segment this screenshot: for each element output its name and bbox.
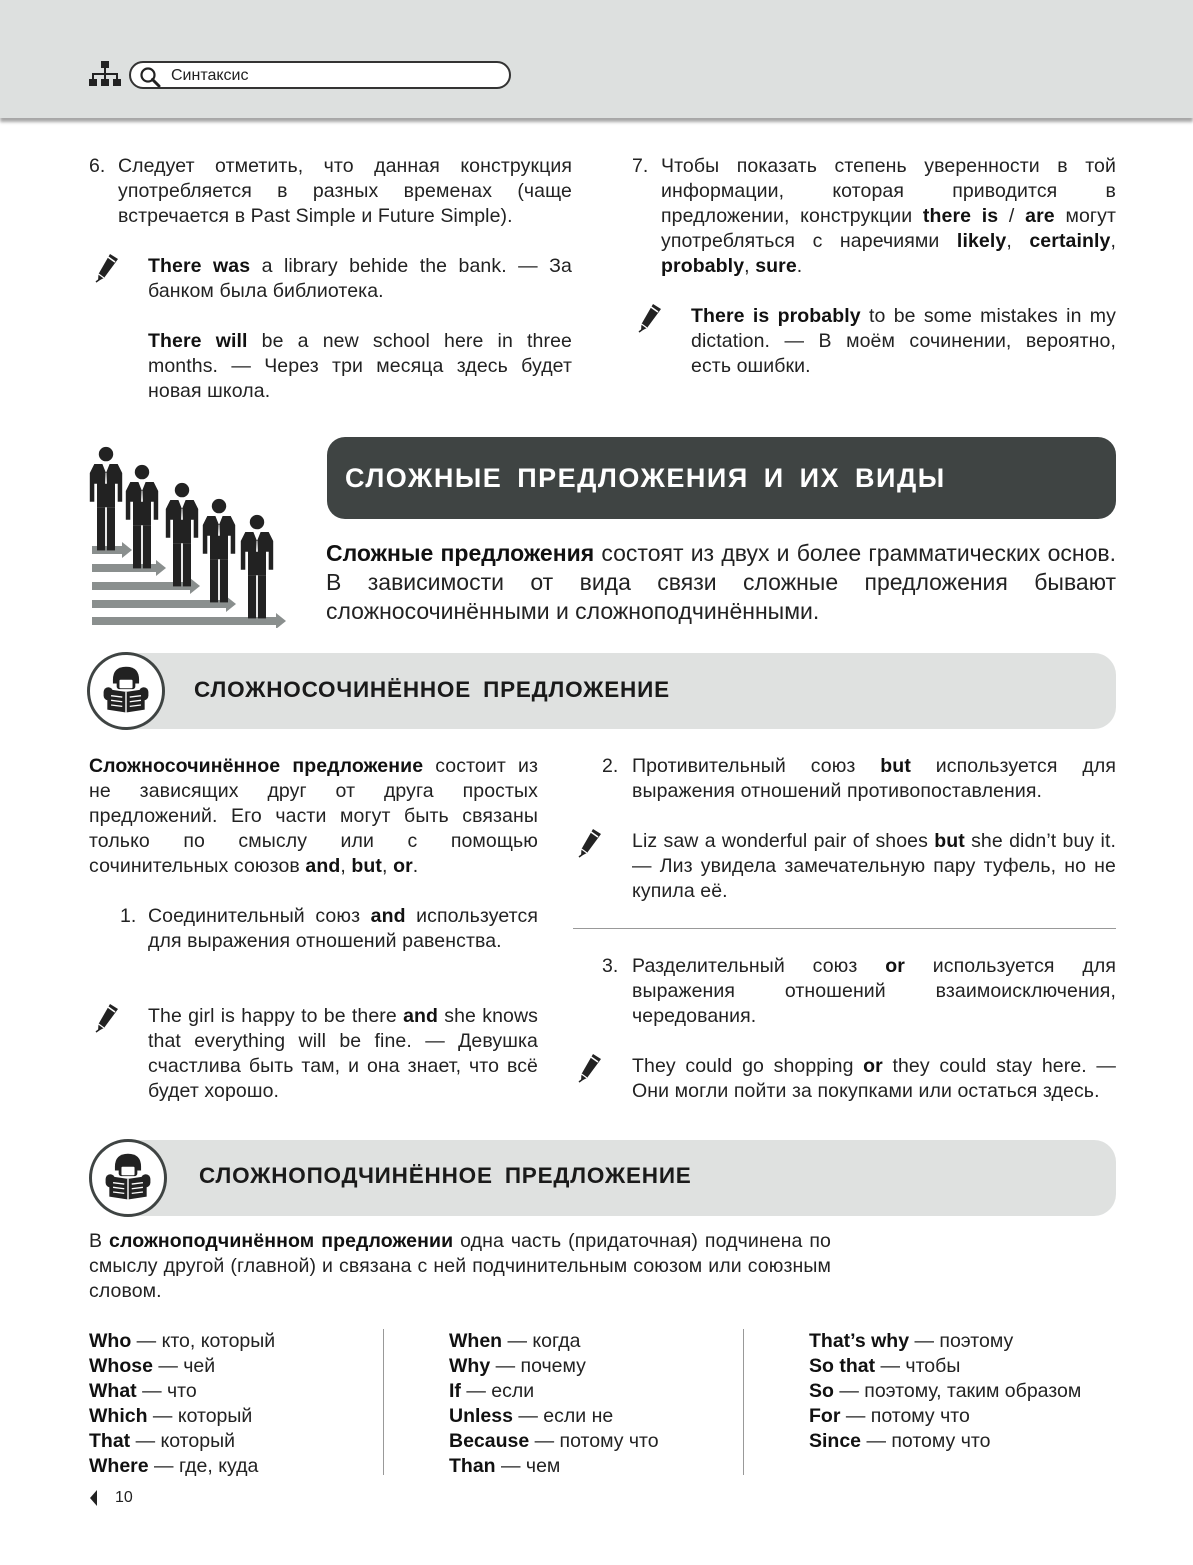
- list-item: What — что: [89, 1380, 197, 1402]
- list-item: Which — который: [89, 1405, 253, 1427]
- list-item: So that — чтобы: [809, 1355, 961, 1377]
- search-box[interactable]: [129, 61, 511, 89]
- list-item: Why — почему: [449, 1355, 586, 1377]
- pen-icon: [578, 828, 602, 858]
- column-divider-vertical: [743, 1329, 744, 1475]
- page-number: 10: [115, 1489, 133, 1506]
- compound-intro: Сложносочинённое предложение состоит из не зависящих друг от друга простых предложений. Его части могут быть связаны только по смыслу или с помощью сочинительных союзов and, but, or.: [89, 755, 539, 877]
- sitemap-icon: [89, 59, 121, 89]
- list-item: Where — где, куда: [89, 1455, 259, 1477]
- reader-icon: [100, 1150, 156, 1206]
- list-item: Than — чем: [449, 1455, 561, 1477]
- list-item: Who — кто, который: [89, 1330, 276, 1352]
- search-icon: [139, 66, 161, 88]
- item-6-number: 6.: [89, 155, 106, 177]
- item-3-number: 3.: [602, 955, 619, 977]
- list-item: Unless — если не: [449, 1405, 614, 1427]
- complex-sub-intro: В сложноподчинённом предложении одна часть (придаточная) подчинена по смыслу другой (главной) и связана с ней подчинительным союзом или союзным словом.: [89, 1230, 831, 1302]
- pen-icon: [95, 1003, 119, 1033]
- header-band: [0, 0, 1193, 118]
- list-item: Because — потому что: [449, 1430, 659, 1452]
- column-divider-horizontal: [573, 928, 1116, 929]
- item-1-text: Соединительный союз and используется для выражения отношений равенства.: [148, 905, 538, 952]
- complex-sentences-intro: Сложные предложения состоят из двух и более грамматических основ. В зависимости от вида связи сложные предложения бывают сложносочинёнными и сложноподчинёнными.: [326, 540, 1116, 624]
- list-item: If — если: [449, 1380, 535, 1402]
- item-7-text: Чтобы показать степень уверенности в той информации, которая приводится в предложении, конструкции there is / are могут употребляться с наречиями likely, certainly, probably, sure.: [661, 155, 1116, 277]
- conjunction-list-1: [89, 1329, 275, 1479]
- list-item: For — потому что: [809, 1405, 970, 1427]
- list-item: That’s why — поэтому: [809, 1330, 1014, 1352]
- example-there-will: There will be a new school here in three months. — Через три месяца здесь будет новая школа.: [148, 330, 572, 402]
- complex-section-title: СЛОЖНОПОДЧИНЁННОЕ ПРЕДЛОЖЕНИЕ: [199, 1163, 692, 1188]
- list-item: That — который: [89, 1430, 235, 1452]
- item-2-text: Противительный союз but используется для выражения отношений противопоставления.: [632, 755, 1116, 802]
- compound-section-title: СЛОЖНОСОЧИНЁННОЕ ПРЕДЛОЖЕНИЕ: [194, 677, 670, 702]
- example-but: Liz saw a wonderful pair of shoes but she didn’t buy it. — Лиз увидела замечательную пару туфель, но не купила её.: [632, 830, 1116, 902]
- example-and: The girl is happy to be there and she knows that everything will be fine. — Девушка счастлива быть там, и она знает, что всё будет хорошо.: [148, 1005, 538, 1102]
- column-divider-vertical: [383, 1329, 384, 1475]
- item-7-number: 7.: [632, 155, 649, 177]
- people-stairs-illustration: [88, 446, 288, 628]
- example-or: They could go shopping or they could stay here. — Они могли пойти за покупками или остаться здесь.: [632, 1055, 1116, 1102]
- list-item: Whose — чей: [89, 1355, 216, 1377]
- search-text: Синтаксис: [171, 67, 249, 84]
- conjunction-list-3: [809, 1329, 1081, 1454]
- list-item: So — поэтому, таким образом: [809, 1380, 1082, 1402]
- complex-sentences-title: СЛОЖНЫЕ ПРЕДЛОЖЕНИЯ И ИХ ВИДЫ: [327, 437, 1116, 519]
- item-1-number: 1.: [120, 905, 137, 927]
- compound-section-badge: [87, 652, 165, 730]
- reader-icon: [98, 663, 154, 719]
- example-there-is-probably: There is probably to be some mistakes in my dictation. — В моём сочинении, вероятно, есть ошибки.: [691, 305, 1116, 377]
- pen-icon: [638, 303, 662, 333]
- list-item: When — когда: [449, 1330, 581, 1352]
- conjunction-list-2: [449, 1329, 659, 1479]
- item-6-text: Следует отметить, что данная конструкция употребляется в разных временах (чаще встречается в Past Simple и Future Simple).: [118, 155, 572, 227]
- pen-icon: [578, 1053, 602, 1083]
- item-2-number: 2.: [602, 755, 619, 777]
- item-3-text: Разделительный союз or используется для выражения отношений взаимоисключения, чередования.: [632, 955, 1116, 1027]
- complex-section-badge: [89, 1139, 167, 1217]
- list-item: Since — потому что: [809, 1430, 991, 1452]
- page-arrow-icon: [89, 1490, 99, 1506]
- pen-icon: [95, 253, 119, 283]
- example-there-was: There was a library behide the bank. — За банком была библиотека.: [148, 255, 572, 302]
